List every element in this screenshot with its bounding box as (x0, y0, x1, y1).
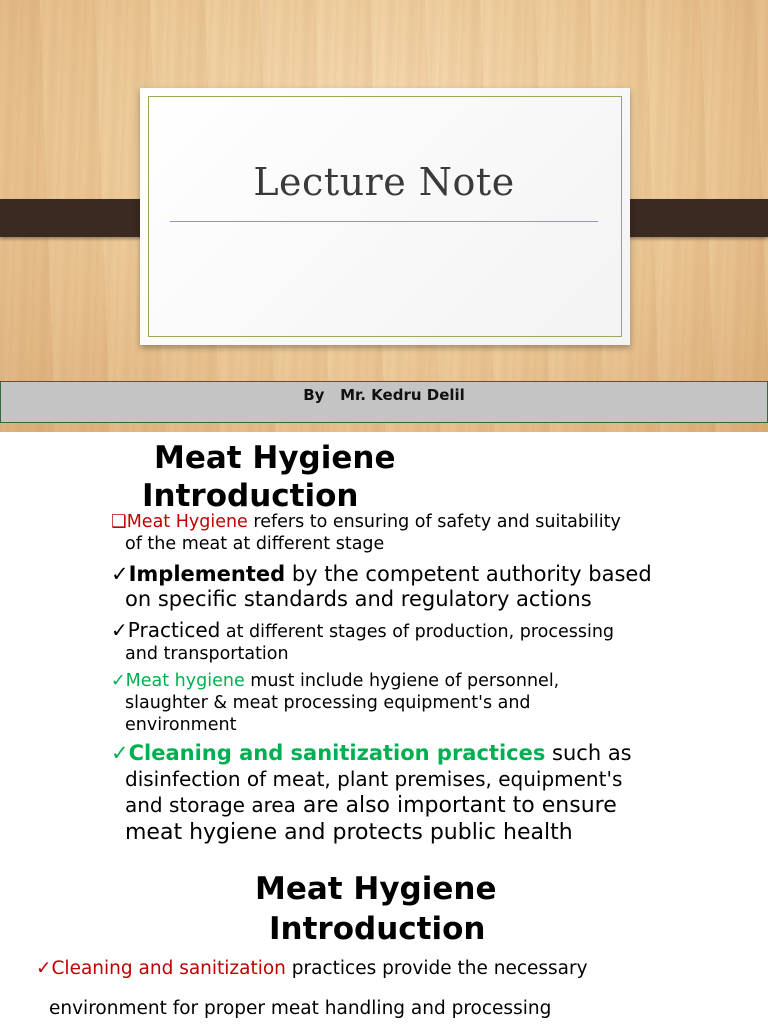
right-strap (612, 199, 768, 237)
title-card (140, 88, 630, 345)
bullet-lead: Cleaning and sanitization (51, 958, 286, 979)
bullet-text: must include hygiene of personnel, (244, 671, 560, 691)
check-icon: ✓ (111, 671, 126, 691)
slide3-heading-line1: Meat Hygiene (255, 871, 497, 907)
bullet-text-line2: and transportation (125, 644, 289, 664)
slide2-heading-line2: Introduction (142, 478, 359, 514)
bullet-text: practices provide the necessary (285, 958, 588, 979)
bullet-lead: Meat hygiene (125, 671, 245, 691)
bullet-cleaning-environment (36, 958, 588, 979)
title-card-border (148, 96, 622, 337)
bullet-text-line2: on specific standards and regulatory actions (125, 587, 592, 611)
bullet-text-line3: environment (125, 715, 237, 735)
bullet-text: by the competent authority based (285, 562, 652, 586)
slide-title: Lecture Note (253, 160, 515, 204)
bullet-meat-hygiene-definition (111, 512, 621, 532)
slide2-heading-line1: Meat Hygiene (154, 440, 396, 476)
bullet-text-part: are also important to ensure (295, 793, 617, 818)
bullet-cleaning-sanitization (111, 741, 632, 765)
title-rule (170, 221, 598, 222)
bullet-lead: Implemented (128, 562, 286, 586)
bullet-implemented (111, 562, 652, 586)
bullet-lead: Meat Hygiene (126, 512, 248, 532)
bullet-text-line3 (125, 793, 617, 818)
bullet-lead: Practiced (127, 618, 221, 642)
check-icon: ✓ (111, 618, 128, 642)
bullet-text: such as (545, 741, 632, 765)
square-bullet-icon: ❑ (111, 512, 127, 532)
check-icon: ✓ (111, 741, 129, 765)
bullet-text-line2: environment for proper meat handling and processing (49, 998, 552, 1019)
left-strap (0, 199, 155, 237)
bullet-text-line2: slaughter & meat processing equipment's and (125, 693, 531, 713)
slide3-heading-line2: Introduction (269, 911, 486, 947)
bullet-meat-hygiene-include (111, 671, 559, 691)
bullet-text: refers to ensuring of safety and suitability (247, 512, 621, 532)
bullet-text-part: and storage area (125, 793, 296, 817)
bullet-text-line2: disinfection of meat, plant premises, equipment's (125, 767, 623, 791)
bullet-lead: Cleaning and sanitization practices (128, 741, 546, 765)
bullet-text-line2: of the meat at different stage (125, 534, 385, 554)
bullet-practiced (111, 618, 614, 642)
bullet-text-line4: meat hygiene and protects public health (125, 820, 573, 845)
check-icon: ✓ (36, 958, 52, 979)
bullet-text: at different stages of production, processing (220, 622, 615, 642)
check-icon: ✓ (111, 562, 129, 586)
byline: By Mr. Kedru Delil (303, 386, 465, 404)
title-slide (0, 0, 768, 432)
